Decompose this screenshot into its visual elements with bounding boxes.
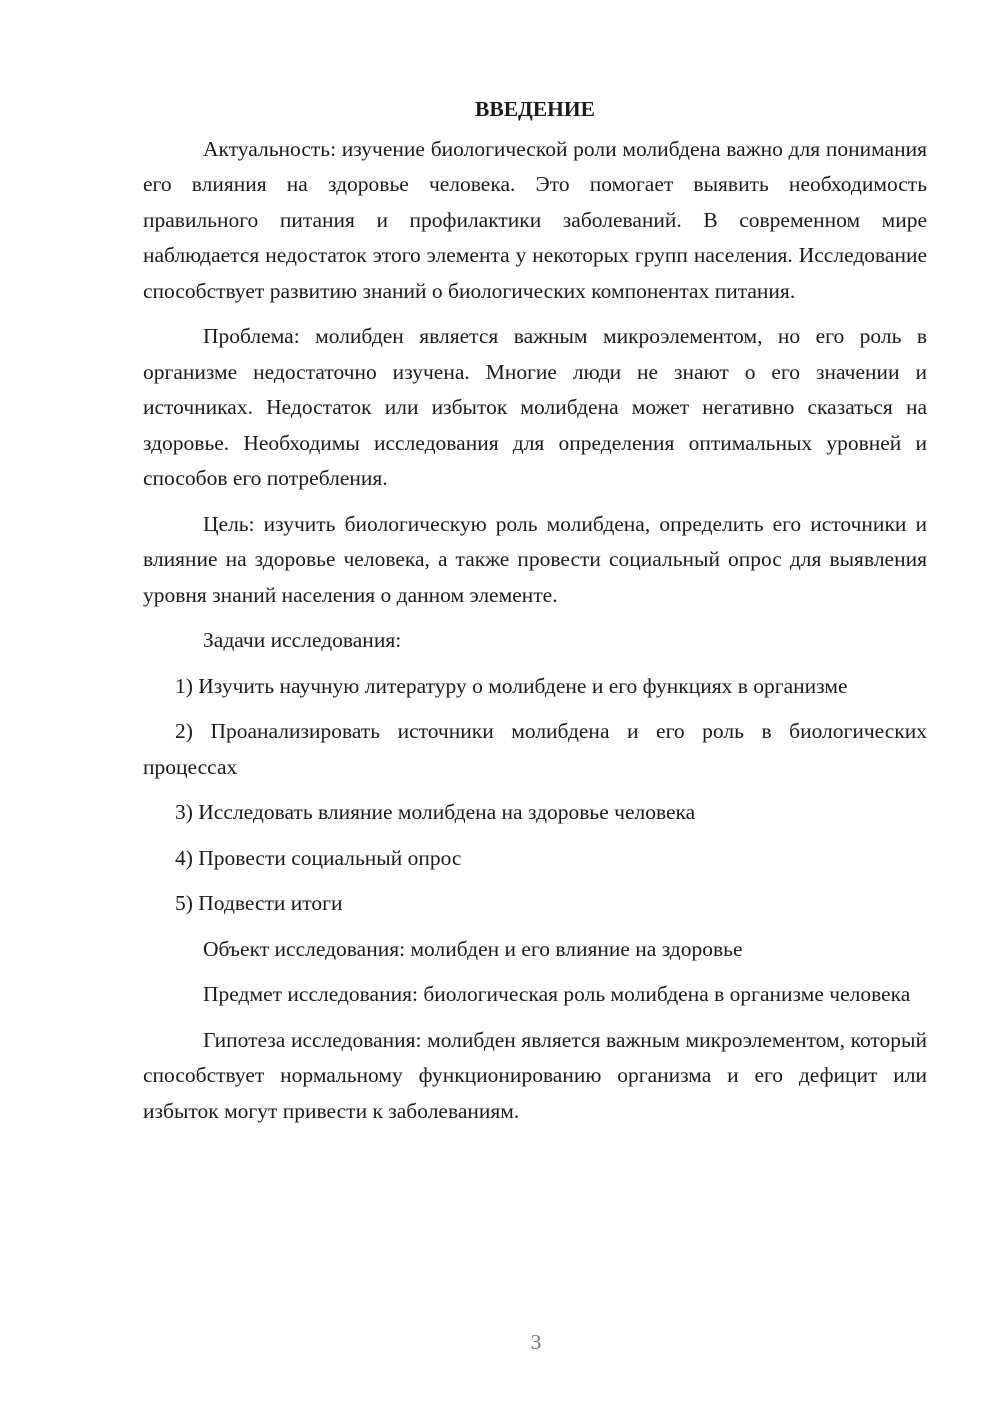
task-item-5: 5) Подвести итоги xyxy=(175,891,343,915)
task-item-3: 3) Исследовать влияние молибдена на здоровье человека xyxy=(175,800,696,824)
task-item-4: 4) Провести социальный опрос xyxy=(175,845,462,870)
paragraph-subject: Предмет исследования: биологическая роль молибдена в организме человека xyxy=(203,982,911,1006)
page-title: ВВЕДЕНИЕ xyxy=(475,97,595,121)
paragraph-tasks-heading: Задачи исследования: xyxy=(203,628,402,652)
paragraph-relevance: Актуальность: изучение биологической роли молибдена важно для понимания его влияния на здоровье человека. Это помогает выявить необходимость правильного питания и профилактики заболеваний. В современном мире наблюдается недостаток этого элемента у некоторых групп населения. Исследование способствует развитию знаний о биологических компонентах питания. xyxy=(143,136,927,303)
paragraph-hypothesis: Гипотеза исследования: молибден является важным микроэлементом, который способствует нормальному функционированию организма и его дефицит или избыток могут привести к заболеваниям. xyxy=(143,1027,927,1123)
task-item-1: 1) Изучить научную литературу о молибдене и его функциях в организме xyxy=(175,673,848,698)
page-number: 3 xyxy=(530,1330,542,1354)
paragraph-problem: Проблема: молибден является важным микроэлементом, но его роль в организме недостаточно изучена. Многие люди не знают о его значении и источниках. Недостаток или избыток молибдена может негативно сказаться на здоровье. Необходимы исследования для определения оптимальных уровней и способов его потребления. xyxy=(143,324,927,490)
paragraph-object: Объект исследования: молибден и его влияние на здоровье xyxy=(203,936,743,961)
task-item-2: 2) Проанализировать источники молибдена и его роль в биологических процессах xyxy=(143,719,927,779)
document-page xyxy=(143,92,927,1139)
title-container xyxy=(143,92,927,132)
paragraph-goal: Цель: изучить биологическую роль молибдена, определить его источники и влияние на здоровье человека, а также провести социальный опрос для выявления уровня знаний населения о данном элементе. xyxy=(143,511,927,607)
